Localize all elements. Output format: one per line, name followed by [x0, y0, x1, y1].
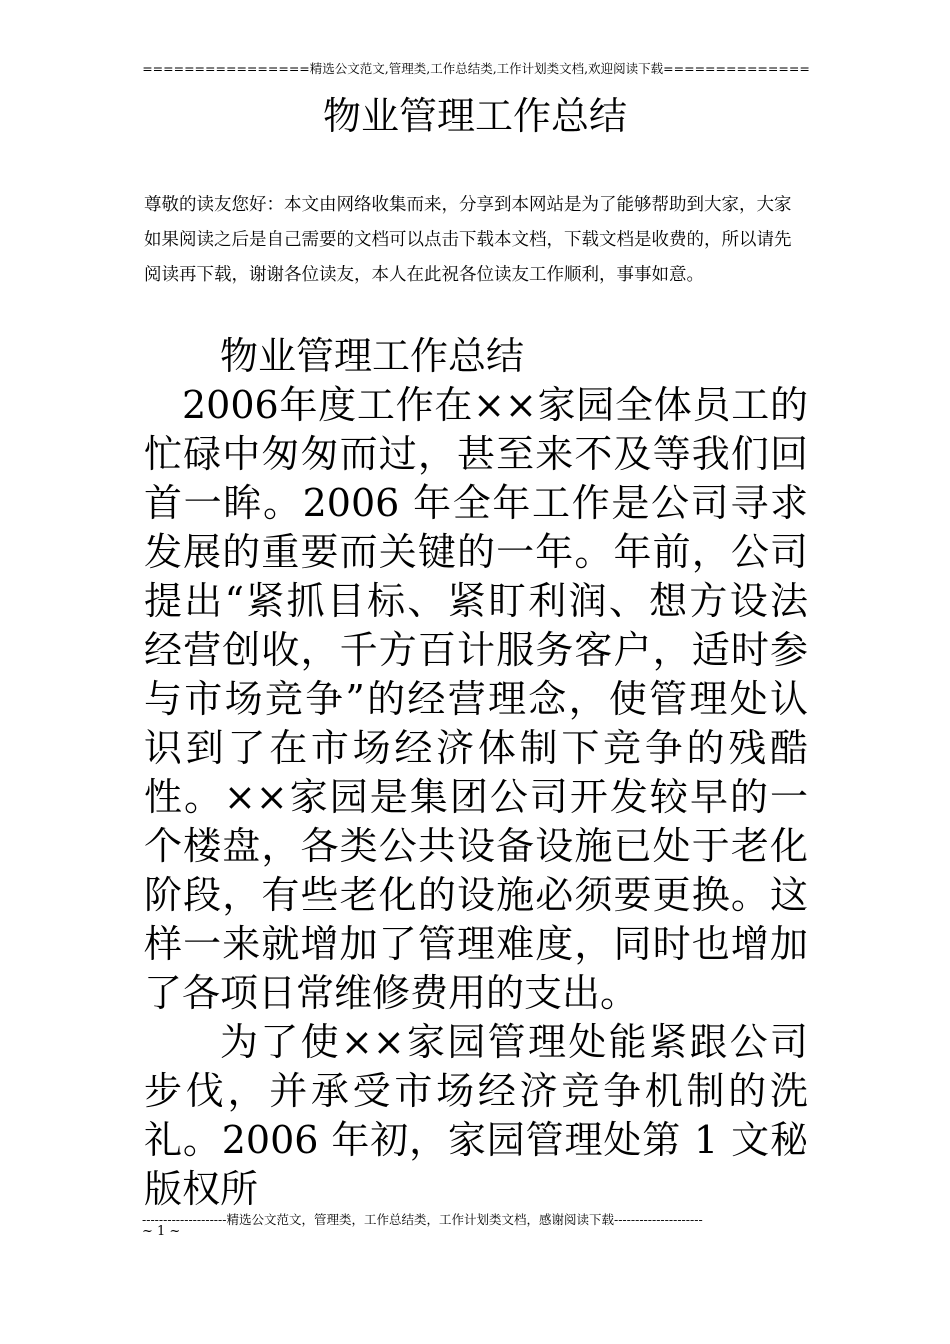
page-number: ~ 1 ~: [142, 1224, 181, 1239]
body-subtitle: 物业管理工作总结: [220, 334, 525, 378]
document-body: [144, 332, 808, 1214]
body-paragraph: 为了使××家园管理处能紧跟公司步伐，并承受市场经济竞争机制的洗礼。2006 年初，家园管理处第 1 文秘版权所: [144, 1020, 808, 1211]
body-paragraph: 2006年度工作在××家园全体员工的忙碌中匆匆而过，甚至来不及等我们回首一眸。2006 年全年工作是公司寻求发展的重要而关键的一年。年前，公司提出“紧抓目标、紧盯利润、想方设法经营创收，千方百计服务客户，适时参与市场竞争”的经营理念，使管理处认识到了在市场经济体制下竞争的残酷性。××家园是集团公司开发较早的一个楼盘，各类公共设备设施已处于老化阶段，有些老化的设施必须要更换。这样一来就增加了管理难度，同时也增加了各项日常维修费用的支出。: [144, 383, 808, 1015]
greeting-text: 尊敬的读友您好：本文由网络收集而来，分享到本网站是为了能够帮助到大家，大家如果阅读之后是自己需要的文档可以点击下载本文档，下载文档是收费的，所以请先阅读再下载，谢谢各位读友，本人在此祝各位读友工作顺利，事事如意。: [144, 195, 792, 285]
document-title: 物业管理工作总结: [322, 94, 627, 138]
reader-greeting: [144, 188, 806, 293]
page-footer-banner: --------------------精选公文范文，管理类，工作总结类，工作计划类文档，感谢阅读下载---------------------: [142, 1212, 703, 1227]
page-header-banner: ================精选公文范文,管理类,工作总结类,工作计划类文档,欢迎阅读下载==============: [142, 61, 810, 76]
